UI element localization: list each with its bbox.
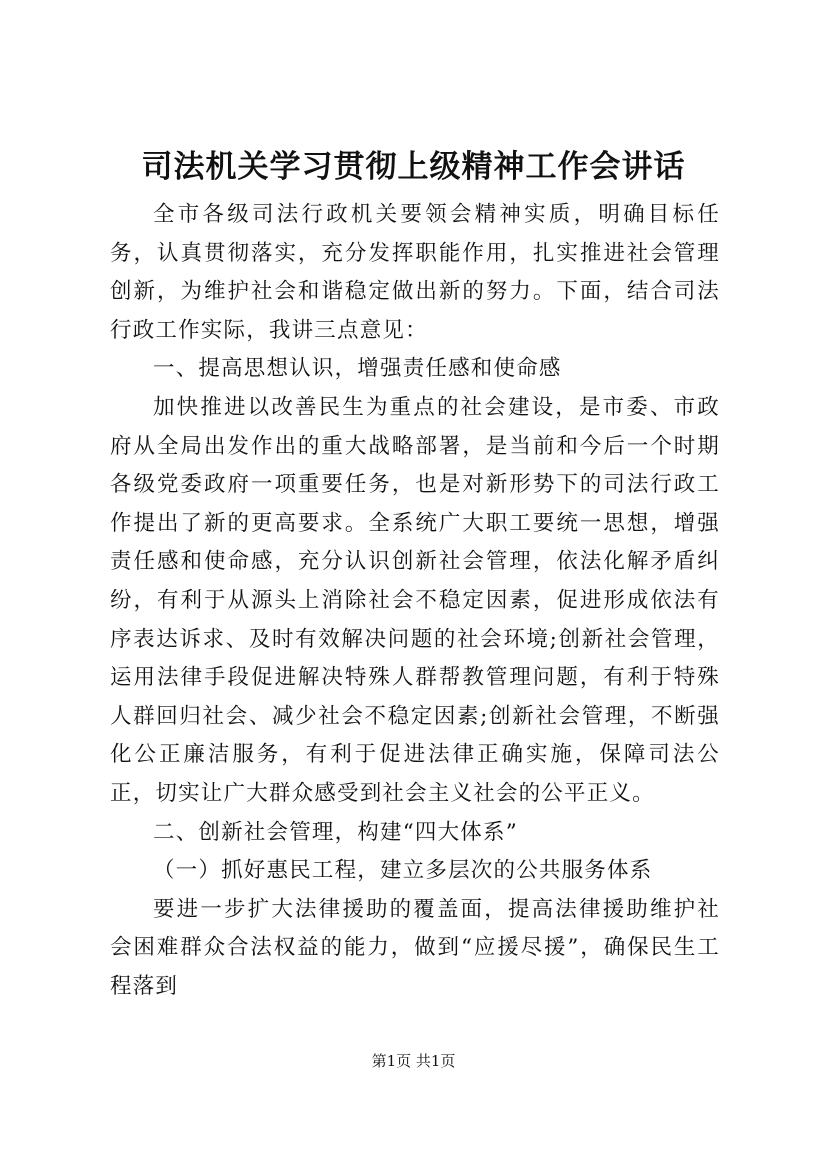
page-footer: 第1页 共1页 — [371, 1052, 456, 1070]
paragraph-subsection-1: 要进一步扩大法律援助的覆盖面，提高法律援助维护社会困难群众合法权益的能力，做到“应援尽援”，确保民生工程落到 — [110, 896, 720, 999]
document-title: 司法机关学习贯彻上级精神工作会讲话 — [141, 149, 686, 185]
section-heading-1: 一、提高思想认识，增强责任感和使命感 — [153, 356, 562, 382]
subsection-heading-1: （一）抓好惠民工程，建立多层次的公共服务体系 — [153, 858, 653, 884]
section-heading-2: 二、创新社会管理，构建“四大体系” — [153, 819, 518, 845]
paragraph-intro: 全市各级司法行政机关要领会精神实质，明确目标任务，认真贯彻落实，充分发挥职能作用，扎实推进社会管理创新，为维护社会和谐稳定做出新的努力。下面，结合司法行政工作实际，我讲三点意见： — [110, 202, 720, 343]
document-body — [110, 196, 720, 1006]
paragraph-section-1: 加快推进以改善民生为重点的社会建设，是市委、市政府从全局出发作出的重大战略部署，是当前和今后一个时期各级党委政府一项重要任务，也是对新形势下的司法行政工作提出了新的更高要求。全系统广大职工要统一思想，增强责任感和使命感，充分认识创新社会管理，依法化解矛盾纠纷，有利于从源头上消除社会不稳定因素，促进形成依法有序表达诉求、及时有效解决问题的社会环境;创新社会管理，运用法律手段促进解决特殊人群帮教管理问题，有利于特殊人群回归社会、减少社会不稳定因素;创新社会管理，不断强化公正廉洁服务，有利于促进法律正确实施，保障司法公正，切实让广大群众感受到社会主义社会的公平正义。 — [110, 394, 720, 806]
